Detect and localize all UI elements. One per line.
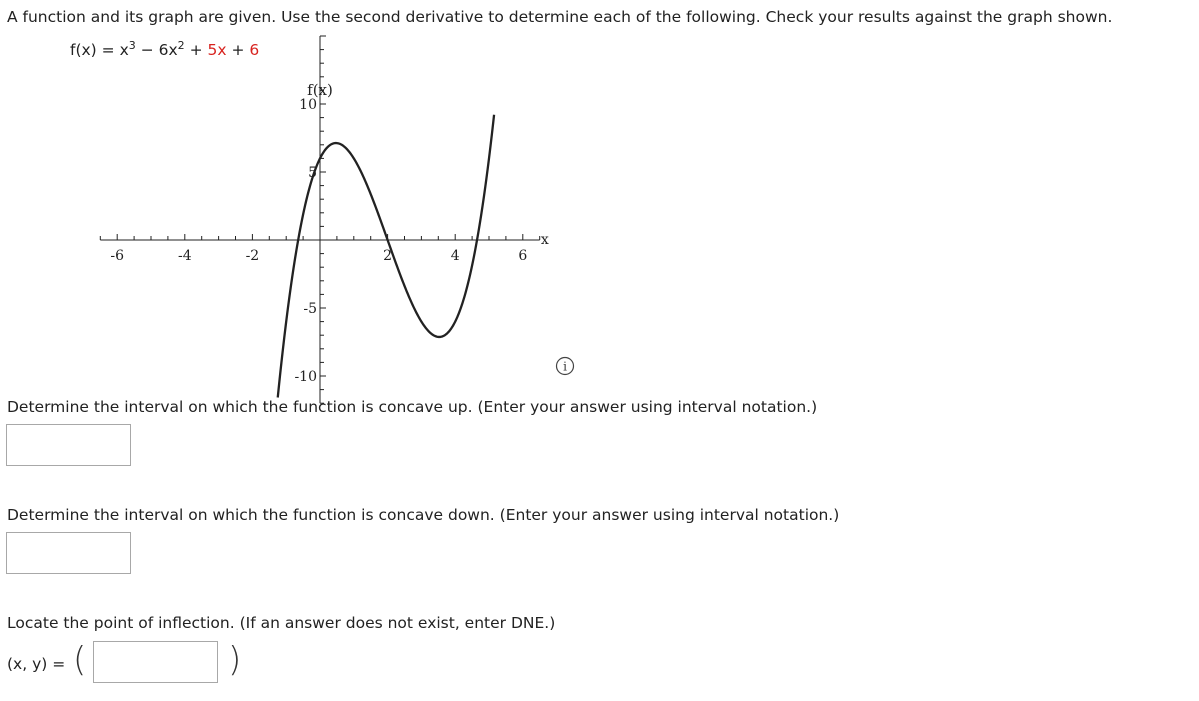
- concave-down-input[interactable]: [6, 532, 131, 574]
- inflection-point-input[interactable]: [93, 641, 218, 683]
- x-tick-label: 2: [383, 248, 393, 264]
- concave-up-input[interactable]: [6, 424, 131, 466]
- formula-exp2: 2: [177, 39, 185, 52]
- formula-term3: 5x: [207, 41, 227, 59]
- formula-exp1: 3: [128, 39, 136, 52]
- close-paren: ): [228, 640, 242, 680]
- question-concave-up: Determine the interval on which the function is concave up. (Enter your answer using interval notation.): [7, 398, 818, 416]
- x-tick-label: 4: [450, 248, 460, 264]
- formula-term1: x: [119, 41, 129, 59]
- x-axis-label: x: [540, 232, 549, 248]
- x-tick-label: 6: [518, 248, 528, 264]
- formula-term4: 6: [249, 41, 260, 59]
- formula-lhs: f(x) =: [70, 41, 120, 59]
- instructions: A function and its graph are given. Use the second derivative to determine each of the following. Check your results against the graph shown.: [7, 8, 1113, 26]
- info-icon[interactable]: [555, 356, 575, 376]
- formula-op3: +: [226, 41, 250, 59]
- question-concave-down: Determine the interval on which the function is concave down. (Enter your answer using interval notation.): [7, 506, 840, 524]
- open-paren: (: [73, 640, 87, 680]
- formula-op1: −: [135, 41, 159, 59]
- question-inflection-point: Locate the point of inflection. (If an answer does not exist, enter DNE.): [7, 614, 556, 632]
- svg-text:i: i: [563, 359, 567, 374]
- y-tick-label: 10: [299, 97, 317, 113]
- y-tick-label: 5: [308, 165, 317, 181]
- y-axis-label: f(x): [307, 81, 333, 99]
- x-tick-label: -4: [177, 248, 192, 264]
- formula-term2: 6x: [158, 41, 178, 59]
- y-tick-label: -10: [294, 369, 317, 385]
- y-tick-label: -5: [303, 301, 317, 317]
- x-tick-label: -2: [245, 248, 260, 264]
- x-tick-label: -6: [110, 248, 125, 264]
- formula-op2: +: [184, 41, 208, 59]
- point-label: (x, y) =: [7, 655, 66, 673]
